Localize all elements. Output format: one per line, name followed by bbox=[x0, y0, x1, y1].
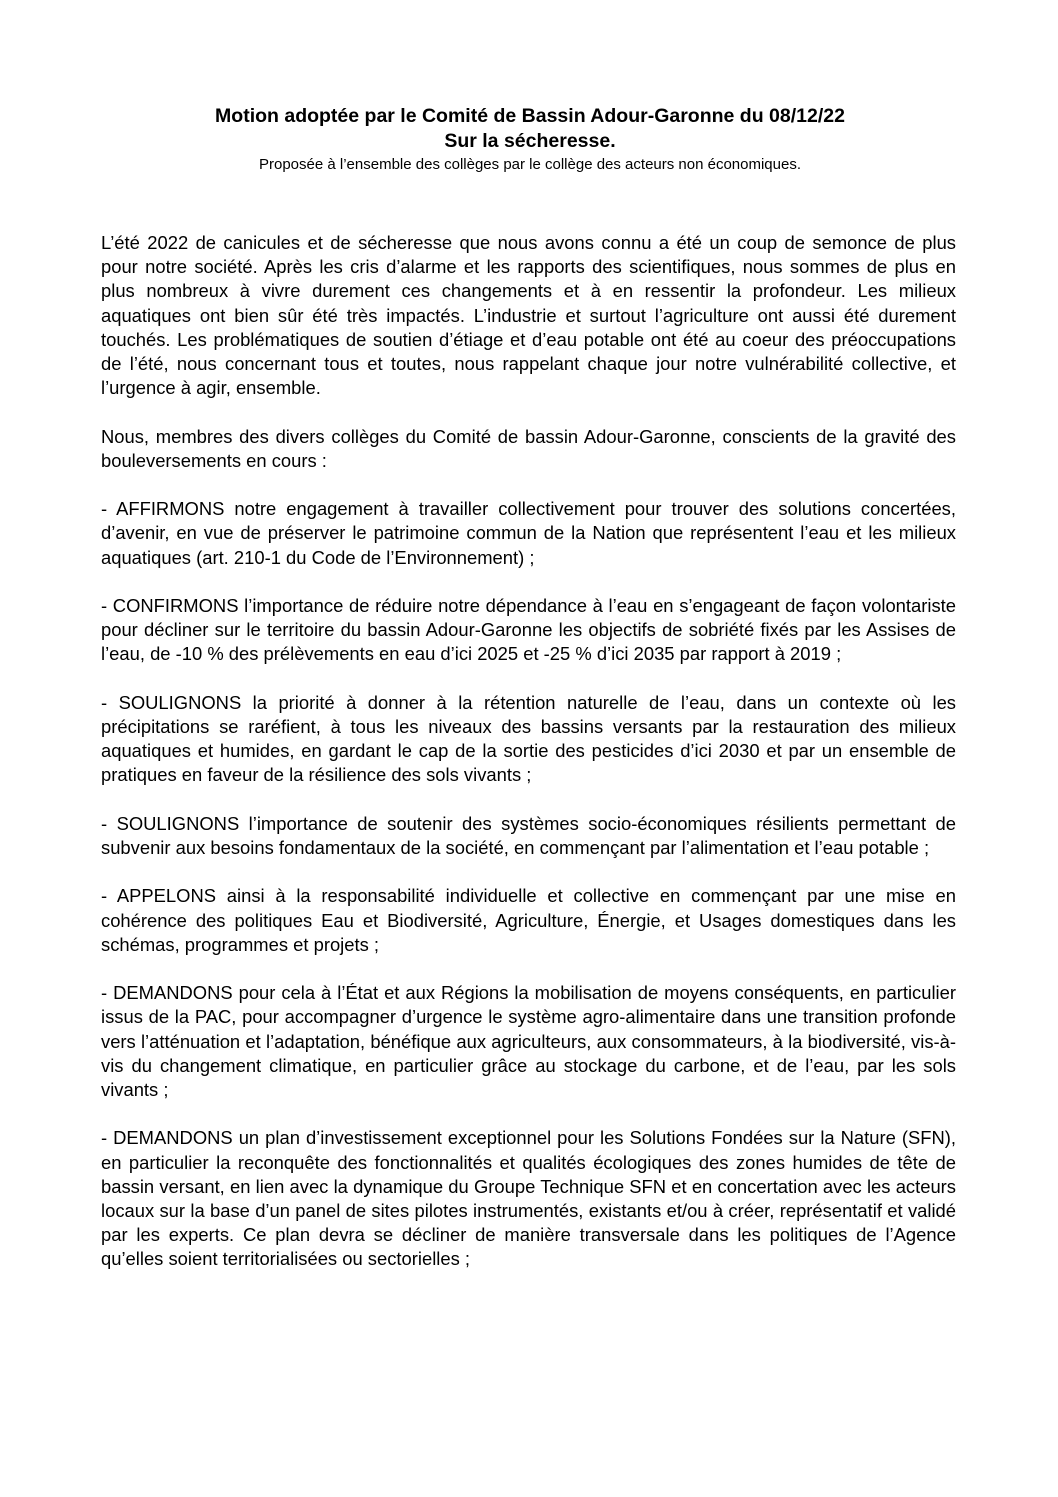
paragraph-intro: L’été 2022 de canicules et de sécheresse que nous avons connu a été un coup de semonce de plus pour notre société. Après les cris d’alarme et les rapports des scientifiques, nous sommes de plus en plus nombreux à vivre durement ces changements et à en ressentir la profondeur. Les milieux aquatiques ont bien sûr été très impactés. L’industrie et surtout l’agriculture ont aussi été durement touchés. Les problématiques de soutien d’étiage et d’eau potable ont été au coeur des préoccupations de l’été, nous concernant tous et toutes, nous rappelant chaque jour notre vulnérabilité collective, et l’urgence à agir, ensemble. bbox=[101, 232, 956, 399]
paragraph-demandons-sfn: - DEMANDONS un plan d’investissement exceptionnel pour les Solutions Fondées sur la Nature (SFN), en particulier la reconquête des fonctionnalités et qualités écologiques des zones humides de tête de bassin versant, en lien avec la dynamique du Groupe Technique SFN et en concertation avec les acteurs locaux sur la base d’un panel de sites pilotes instrumentés, existants et/ou à créer, représentatif et validé par les experts. Ce plan devra se décliner de manière transversale dans les politiques de l’Agence qu’elles soient territorialisées ou sectorielles ; bbox=[101, 1127, 956, 1270]
paragraph-demandons-etat: - DEMANDONS pour cela à l’État et aux Régions la mobilisation de moyens conséquents, en particulier issus de la PAC, pour accompagner d’urgence le système agro-alimentaire dans une transition profonde vers l’atténuation et l’adaptation, bénéfique aux agriculteurs, aux consommateurs, à la biodiversité, vis-à-vis du changement climatique, en particulier grâce au stockage du carbone, et de l’eau, par les sols vivants ; bbox=[101, 982, 956, 1100]
document-title-line-1: Motion adoptée par le Comité de Bassin Adour-Garonne du 08/12/22 bbox=[215, 105, 845, 127]
paragraph-appelons: - APPELONS ainsi à la responsabilité individuelle et collective en commençant par une mise en cohérence des politiques Eau et Biodiversité, Agriculture, Énergie, et Usages domestiques dans les schémas, programmes et projets ; bbox=[101, 885, 956, 955]
paragraph-soulignons-retention: - SOULIGNONS la priorité à donner à la rétention naturelle de l’eau, dans un contexte où les précipitations se raréfient, à tous les niveaux des bassins versants par la restauration des milieux aquatiques et humides, en gardant le cap de la sortie des pesticides d’ici 2030 et par un ensemble de pratiques en faveur de la résilience des sols vivants ; bbox=[101, 691, 956, 786]
paragraph-soulignons-systemes: - SOULIGNONS l’importance de soutenir des systèmes socio-économiques résilients permettant de subvenir aux besoins fondamentaux de la société, en commençant par l’alimentation et l’eau potable ; bbox=[101, 812, 956, 858]
document-header bbox=[90, 104, 970, 175]
document-body bbox=[101, 231, 956, 1296]
document-title-line-2: Sur la sécheresse. bbox=[444, 130, 616, 152]
paragraph-affirmons: - AFFIRMONS notre engagement à travailler collectivement pour trouver des solutions concertées, d’avenir, en vue de préserver le patrimoine commun de la Nation que représentent l’eau et les milieux aquatiques (art. 210-1 du Code de l’Environnement) ; bbox=[101, 498, 956, 568]
paragraph-confirmons: - CONFIRMONS l’importance de réduire notre dépendance à l’eau en s’engageant de façon volontariste pour décliner sur le territoire du bassin Adour-Garonne les objectifs de sobriété fixés par les Assises de l’eau, de -10 % des prélèvements en eau d’ici 2025 et -25 % d’ici 2035 par rapport à 2019 ; bbox=[101, 595, 956, 665]
paragraph-members: Nous, membres des divers collèges du Comité de bassin Adour-Garonne, conscients de la gravité des bouleversements en cours : bbox=[101, 425, 956, 471]
document-subtitle: Proposée à l’ensemble des collèges par le collège des acteurs non économiques. bbox=[259, 156, 801, 173]
